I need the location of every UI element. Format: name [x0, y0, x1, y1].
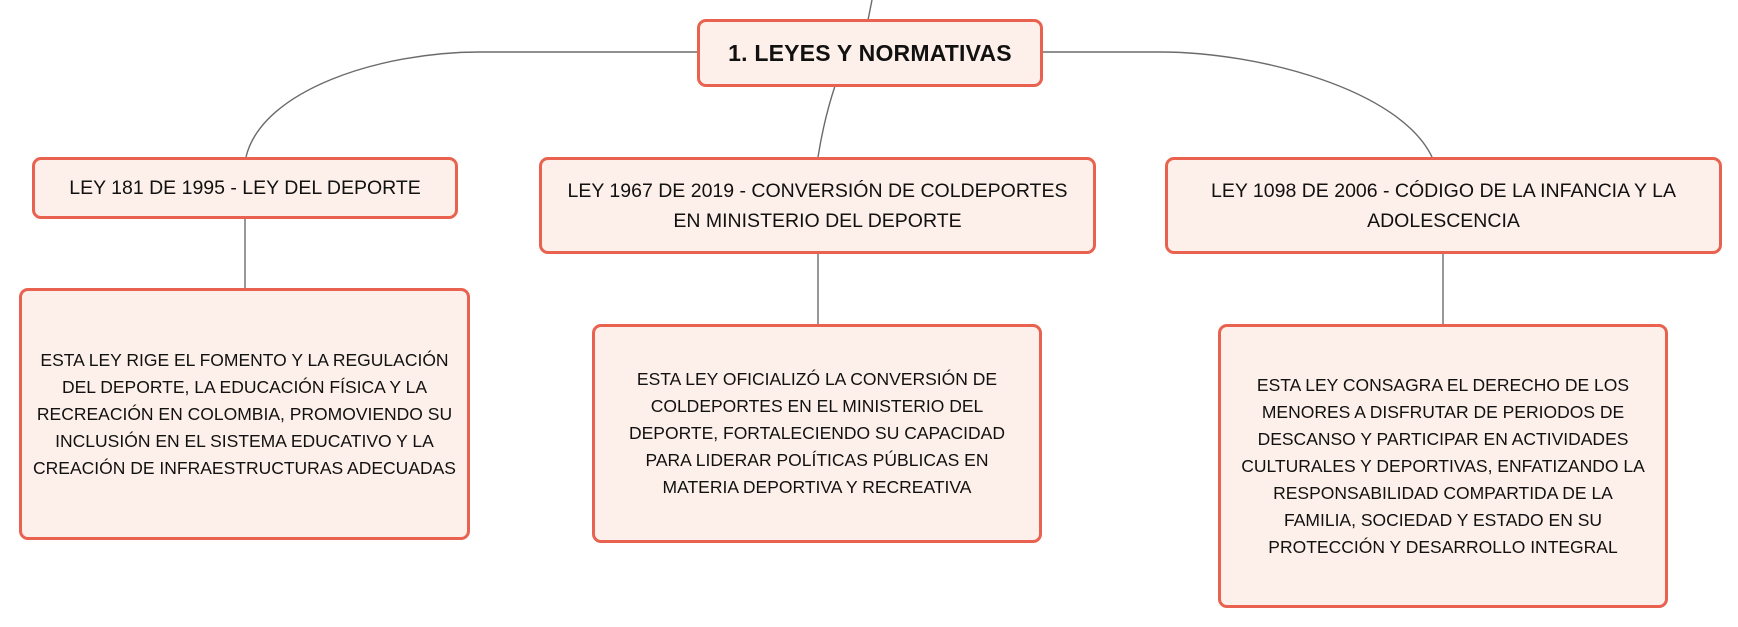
law-title: LEY 181 DE 1995 - LEY DEL DEPORTE — [69, 177, 421, 199]
law-title: LEY 1098 DE 2006 - CÓDIGO DE LA INFANCIA Y LA ADOLESCENCIA — [1211, 179, 1676, 232]
root-node[interactable] — [697, 19, 1043, 87]
law-description: ESTA LEY OFICIALIZÓ LA CONVERSIÓN DE COLDEPORTES EN EL MINISTERIO DEL DEPORTE, FORTALECIENDO SU CAPACIDAD PARA LIDERAR POLÍTICAS PÚBLICAS EN MATERIA DEPORTIVA Y RECREATIVA — [629, 369, 1005, 497]
description-node-ley-1967-2019[interactable] — [592, 324, 1042, 543]
root-node-label: 1. LEYES Y NORMATIVAS — [728, 39, 1012, 66]
law-node-ley-1098-2006[interactable] — [1165, 157, 1722, 254]
connector-parent-root — [868, 0, 872, 20]
law-title: LEY 1967 DE 2019 - CONVERSIÓN DE COLDEPORTES EN MINISTERIO DEL DEPORTE — [567, 179, 1068, 232]
description-node-ley-181-1995[interactable] — [19, 288, 470, 540]
law-node-ley-181-1995[interactable] — [32, 157, 458, 219]
connector-root-law-3 — [1042, 52, 1432, 157]
connector-root-law-2 — [818, 86, 835, 157]
law-description: ESTA LEY RIGE EL FOMENTO Y LA REGULACIÓN DEL DEPORTE, LA EDUCACIÓN FÍSICA Y LA RECREACIÓN EN COLOMBIA, PROMOVIENDO SU INCLUSIÓN EN EL SISTEMA EDUCATIVO Y LA CREACIÓN DE INFRAESTRUCTURAS ADECUADAS — [33, 349, 456, 478]
law-description: ESTA LEY CONSAGRA EL DERECHO DE LOS MENORES A DISFRUTAR DE PERIODOS DE DESCANSO Y PARTICIPAR EN ACTIVIDADES CULTURALES Y DEPORTIVAS, ENFATIZANDO LA RESPONSABILIDAD COMPARTIDA DE LA FAMILIA, SOCIEDAD Y ESTADO EN SU PROTECCIÓN Y DESARROLLO INTEGRAL — [1241, 374, 1645, 557]
law-node-ley-1967-2019[interactable] — [539, 157, 1096, 254]
connector-root-law-1 — [246, 52, 698, 157]
description-node-ley-1098-2006[interactable] — [1218, 324, 1668, 608]
